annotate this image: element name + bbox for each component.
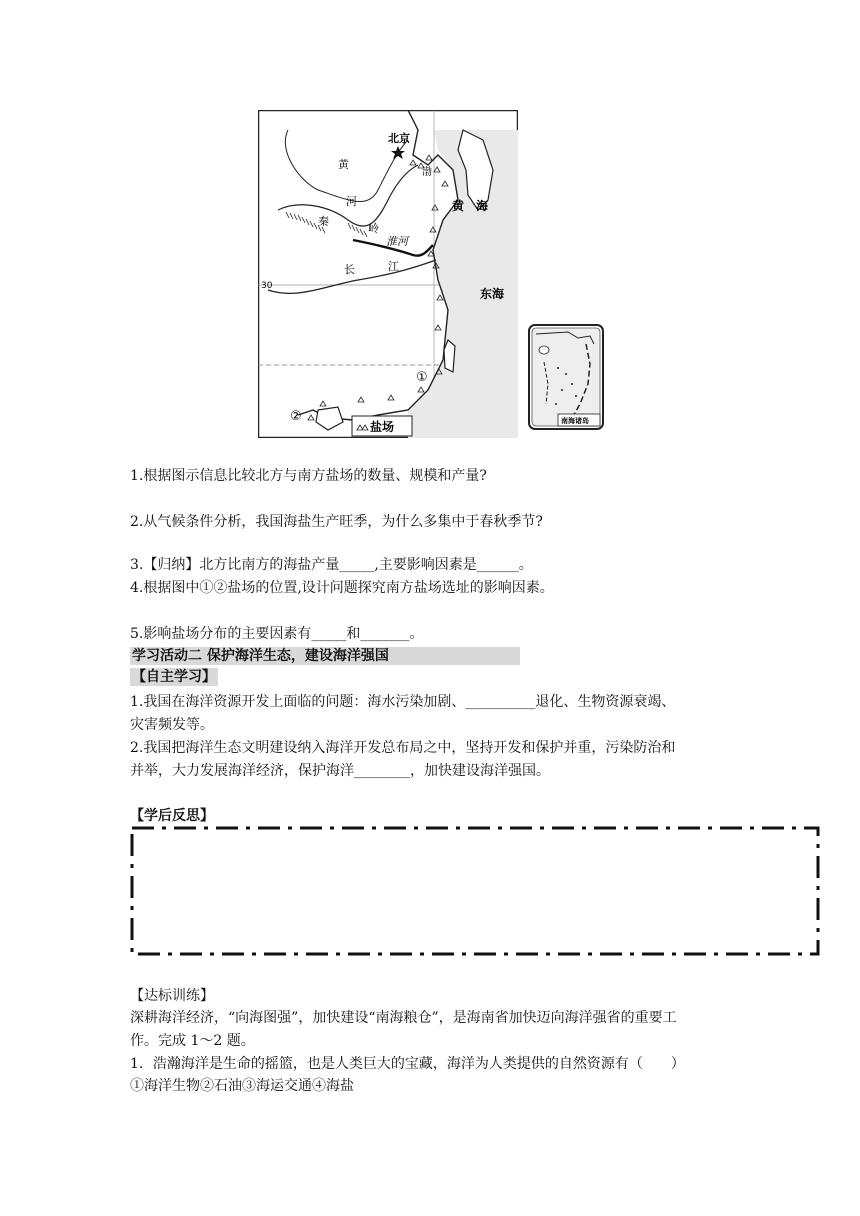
map-legend-salt-field: 盐场	[370, 420, 395, 434]
map-label-huang: 黄	[338, 158, 349, 171]
map-label-site2: ②	[290, 409, 302, 424]
activity2-item2-line2: 并举，大力发展海洋经济，保护海洋________，加快建设海洋强国。	[130, 763, 550, 779]
map-label-huanghai: 黄 海	[452, 199, 489, 213]
map-label-qin: 秦	[318, 215, 329, 228]
map-label-chang: 长	[344, 263, 355, 276]
map-label-site1: ①	[416, 370, 428, 385]
practice-question-1-options: ①海洋生物②石油③海运交通④海盐	[130, 1078, 354, 1094]
question-1: 1.根据图示信息比较北方与南方盐场的数量、规模和产量?	[130, 468, 487, 484]
self-study-heading: 【自主学习】	[132, 669, 216, 685]
south-china-sea-inset	[528, 324, 604, 430]
question-3: 3.【归纳】北方比南方的海盐产量_____,主要影响因素是______。	[130, 557, 533, 573]
map-label-beijing: 北京	[388, 132, 410, 145]
activity2-item1-line2: 灾害频发等。	[130, 717, 214, 733]
salt-field-map	[258, 110, 518, 438]
practice-title: 【达标训练】	[130, 988, 214, 1004]
reflection-title: 【学后反思】	[130, 808, 214, 824]
activity2-item1-line1: 1.我国在海洋资源开发上面临的问题：海水污染加剧、__________退化、生物资源衰竭、	[130, 694, 676, 710]
practice-question-1: 1．浩瀚海洋是生命的摇篮，也是人类巨大的宝藏，海洋为人类提供的自然资源有（ ）	[130, 1056, 685, 1072]
practice-intro-line2: 作。完成 1～2 题。	[130, 1033, 255, 1049]
map-label-he: 河	[346, 195, 357, 208]
reflection-box	[130, 826, 820, 956]
activity2-item2-line1: 2.我国把海洋生态文明建设纳入海洋开发总布局之中，坚持开发和保护并重，污染防治和	[130, 740, 676, 756]
map-label-huaihe: 淮河	[386, 235, 408, 248]
question-4: 4.根据图中①②盐场的位置,设计问题探究南方盐场选址的影响因素。	[130, 580, 554, 596]
map-label-donghai: 东海	[480, 287, 505, 301]
map-label-bo: 渤	[422, 167, 432, 178]
question-5: 5.影响盐场分布的主要因素有_____和_______。	[130, 626, 424, 642]
activity2-title: 学习活动二 保护海洋生态，建设海洋强国	[132, 648, 389, 664]
map-label-ling: 岭	[368, 222, 379, 235]
question-2: 2.从气候条件分析，我国海盐生产旺季，为什么多集中于春秋季节?	[130, 514, 543, 530]
practice-intro-line1: 深耕海洋经济，“向海图强”，加快建设“南海粮仓”，是海南省加快迈向海洋强省的重要工	[130, 1010, 677, 1026]
map-label-jiang: 江	[388, 260, 399, 273]
inset-label-nanhai: 南海诸岛	[561, 417, 589, 425]
map-label-lat30: 30	[261, 281, 273, 291]
